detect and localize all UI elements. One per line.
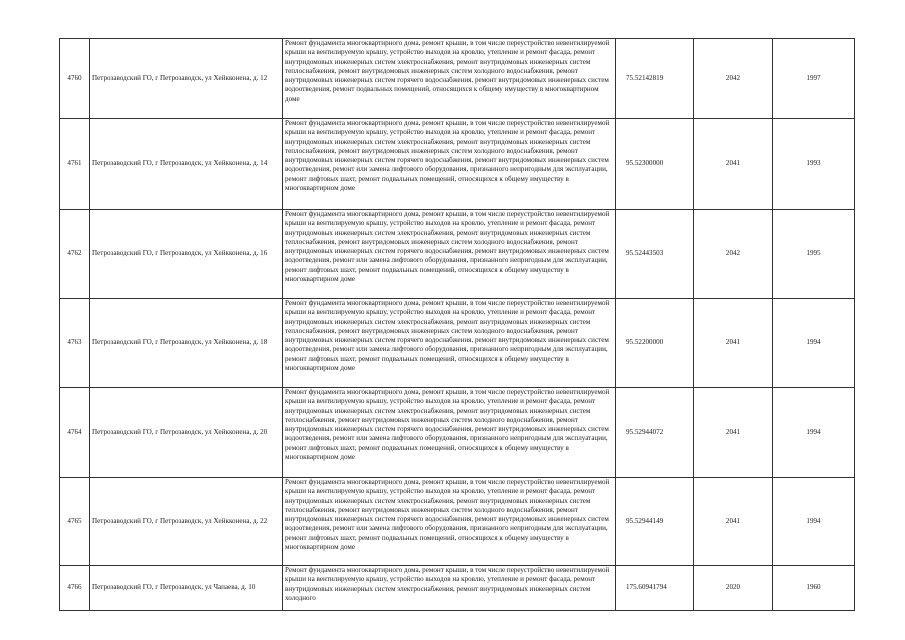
planned-year-cell: 2042	[694, 210, 773, 299]
address-cell: Петрозаводский ГО, г Петрозаводск, ул Хейкконена, д. 18	[90, 299, 283, 388]
build-year-cell: 1993	[773, 119, 855, 210]
row-number: 4763	[60, 299, 90, 388]
cost-cell: 95.52300000	[616, 119, 694, 210]
works-cell	[283, 39, 616, 119]
works-cell	[283, 119, 616, 210]
planned-year-cell: 2041	[694, 388, 773, 478]
works-text: Ремонт фундамента многоквартирного дома, ремонт крыши, в том числе переустройство невентилируемой крыши на вентилируемую крышу, устройство выходов на кровлю, утепление и ремонт фасада, ремонт внутридомовых инженерных систем электроснабжения, ремонт внутридомовых инженерных систем теплоснабжения, ремонт внутридомовых инженерных систем холодного водоснабжения, ремонт внутридомовых инженерных систем горячего водоснабжения, ремонт внутридомовых инженерных систем водоотведения, ремонт или замена лифтового оборудования, признанного непригодным для эксплуатации, ремонт лифтовых шахт, ремонт подвальных помещений, относящихся к общему имуществу в многоквартирном доме	[285, 388, 610, 461]
works-cell	[283, 388, 616, 478]
row-number: 4766	[60, 566, 90, 611]
cost-cell: 175.60941794	[616, 566, 694, 611]
row-number: 4762	[60, 210, 90, 299]
table-row	[60, 388, 855, 478]
build-year-cell: 1994	[773, 388, 855, 478]
cost-cell: 75.52142819	[616, 39, 694, 119]
table-row	[60, 566, 855, 611]
row-number: 4761	[60, 119, 90, 210]
planned-year-cell: 2041	[694, 299, 773, 388]
works-cell	[283, 478, 616, 566]
planned-year-cell: 2042	[694, 39, 773, 119]
build-year-cell: 1997	[773, 39, 855, 119]
document-page	[59, 38, 854, 611]
planned-year-cell: 2020	[694, 566, 773, 611]
row-number: 4765	[60, 478, 90, 566]
works-cell	[283, 566, 616, 611]
table-row	[60, 478, 855, 566]
row-number: 4760	[60, 39, 90, 119]
address-cell: Петрозаводский ГО, г Петрозаводск, ул Хейкконена, д. 16	[90, 210, 283, 299]
works-text: Ремонт фундамента многоквартирного дома, ремонт крыши, в том числе переустройство невентилируемой крыши на вентилируемую крышу, устройство выходов на кровлю, утепление и ремонт фасада, ремонт внутридомовых инженерных систем электроснабжения, ремонт внутридомовых инженерных систем теплоснабжения, ремонт внутридомовых инженерных систем холодного водоснабжения, ремонт внутридомовых инженерных систем горячего водоснабжения, ремонт внутридомовых инженерных систем водоотведения, ремонт или замена лифтового оборудования, признанного непригодным для эксплуатации, ремонт лифтовых шахт, ремонт подвальных помещений, относящихся к общему имуществу в многоквартирном доме	[285, 299, 610, 372]
planned-year-cell: 2041	[694, 478, 773, 566]
works-text: Ремонт фундамента многоквартирного дома, ремонт крыши, в том числе переустройство невентилируемой крыши на вентилируемую крышу, устройство выходов на кровлю, утепление и ремонт фасада, ремонт внутридомовых инженерных систем электроснабжения, ремонт внутридомовых инженерных систем теплоснабжения, ремонт внутридомовых инженерных систем холодного водоснабжения, ремонт внутридомовых инженерных систем горячего водоснабжения, ремонт внутридомовых инженерных систем водоотведения, ремонт или замена лифтового оборудования, признанного непригодным для эксплуатации, ремонт лифтовых шахт, ремонт подвальных помещений, относящихся к общему имуществу в многоквартирном доме	[285, 119, 610, 192]
works-text: Ремонт фундамента многоквартирного дома, ремонт крыши, в том числе переустройство невентилируемой крыши на вентилируемую крышу, устройство выходов на кровлю, утепление и ремонт фасада, ремонт внутридомовых инженерных систем электроснабжения, ремонт внутридомовых инженерных систем холодного	[285, 566, 610, 602]
works-text: Ремонт фундамента многоквартирного дома, ремонт крыши, в том числе переустройство невентилируемой крыши на вентилируемую крышу, устройство выходов на кровлю, утепление и ремонт фасада, ремонт внутридомовых инженерных систем электроснабжения, ремонт внутридомовых инженерных систем теплоснабжения, ремонт внутридомовых инженерных систем холодного водоснабжения, ремонт внутридомовых инженерных систем горячего водоснабжения, ремонт внутридомовых инженерных систем водоотведения, ремонт или замена лифтового оборудования, признанного непригодным для эксплуатации, ремонт лифтовых шахт, ремонт подвальных помещений, относящихся к общему имуществу в многоквартирном доме	[285, 478, 610, 551]
cost-cell: 95.52944072	[616, 388, 694, 478]
build-year-cell: 1960	[773, 566, 855, 611]
address-cell: Петрозаводский ГО, г Петрозаводск, ул Хейкконена, д. 22	[90, 478, 283, 566]
works-cell	[283, 299, 616, 388]
address-cell: Петрозаводский ГО, г Петрозаводск, ул Хейкконена, д. 20	[90, 388, 283, 478]
cost-cell: 95.52944149	[616, 478, 694, 566]
build-year-cell: 1995	[773, 210, 855, 299]
address-cell: Петрозаводский ГО, г Петрозаводск, ул Хейкконена, д. 14	[90, 119, 283, 210]
works-text: Ремонт фундамента многоквартирного дома, ремонт крыши, в том числе переустройство невентилируемой крыши на вентилируемую крышу, устройство выходов на кровлю, утепление и ремонт фасада, ремонт внутридомовых инженерных систем электроснабжения, ремонт внутридомовых инженерных систем теплоснабжения, ремонт внутридомовых инженерных систем холодного водоснабжения, ремонт внутридомовых инженерных систем горячего водоснабжения, ремонт внутридомовых инженерных систем водоотведения, ремонт или замена лифтового оборудования, признанного непригодным для эксплуатации, ремонт лифтовых шахт, ремонт подвальных помещений, относящихся к общему имуществу в многоквартирном доме	[285, 210, 610, 283]
cost-cell: 95.52200000	[616, 299, 694, 388]
address-cell: Петрозаводский ГО, г Петрозаводск, ул Хейкконена, д. 12	[90, 39, 283, 119]
table-row	[60, 210, 855, 299]
capital-repair-table	[59, 38, 855, 611]
planned-year-cell: 2041	[694, 119, 773, 210]
row-number: 4764	[60, 388, 90, 478]
works-text: Ремонт фундамента многоквартирного дома, ремонт крыши, в том числе переустройство невентилируемой крыши на вентилируемую крышу, устройство выходов на кровлю, утепление и ремонт фасада, ремонт внутридомовых инженерных систем электроснабжения, ремонт внутридомовых инженерных систем теплоснабжения, ремонт внутридомовых инженерных систем холодного водоснабжения, ремонт внутридомовых инженерных систем горячего водоснабжения, ремонт внутридомовых инженерных систем водоотведения, ремонт подвальных помещений, относящихся к общему имуществу в многоквартирном доме	[285, 39, 610, 103]
build-year-cell: 1994	[773, 478, 855, 566]
cost-cell: 95.52443503	[616, 210, 694, 299]
works-cell	[283, 210, 616, 299]
table-row	[60, 299, 855, 388]
table-row	[60, 119, 855, 210]
table-row	[60, 39, 855, 119]
build-year-cell: 1994	[773, 299, 855, 388]
address-cell: Петрозаводский ГО, г Петрозаводск, ул Чапаева, д. 10	[90, 566, 283, 611]
